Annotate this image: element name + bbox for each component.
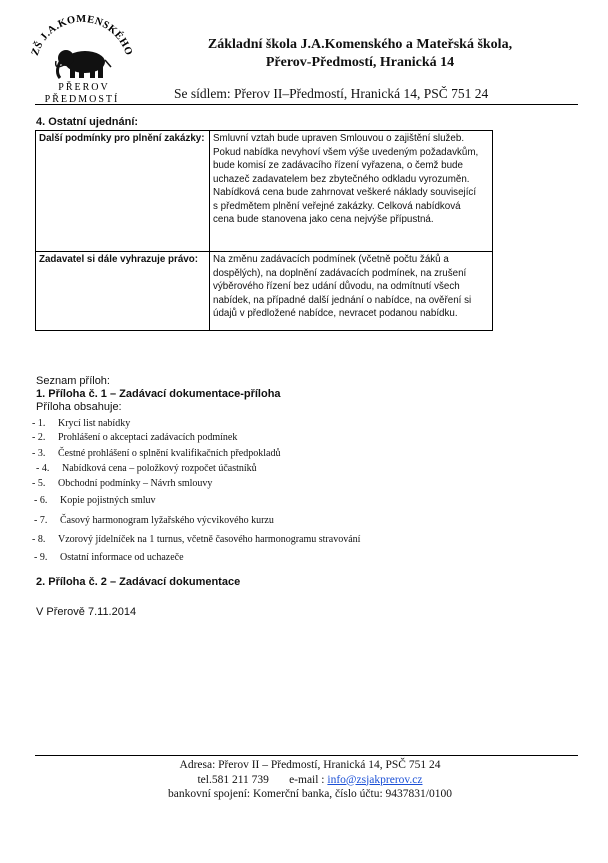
row-text: [210, 252, 493, 331]
mammoth-icon: [56, 50, 111, 78]
item-number: - 2.: [32, 432, 46, 443]
item-text: Obchodní podmínky – Návrh smlouvy: [58, 478, 213, 489]
list-item: [32, 418, 130, 429]
row-label: Další podmínky pro plnění zakázky:: [36, 131, 210, 252]
text-line: uchazeč zadavatelem bez zbytečného odkladu vyrozuměn.: [213, 173, 470, 185]
item-number: - 5.: [32, 478, 46, 489]
item-text: Prohlášení o akceptaci zadávacích podmínek: [58, 432, 238, 443]
footer: [100, 758, 520, 802]
table-row: [36, 131, 493, 252]
text-line: Smluvní vztah bude upraven Smlouvou o zajištění služeb.: [213, 133, 465, 144]
footer-email-label: e-mail :: [289, 773, 325, 786]
text-line: Pokud nabídka nevyhoví všem výše uvedeným požadavkům,: [213, 146, 479, 158]
item-text: Krycí list nabídky: [58, 418, 131, 429]
list-item: [32, 534, 360, 545]
text-line: Nabídková cena bude zahrnovat veškeré náklady související: [213, 187, 477, 198]
list-item: [32, 432, 237, 443]
logo-line2: PŘEDMOSTÍ: [44, 94, 120, 104]
text-line: cena bude stanovena jako cena nejvýše přípustná.: [213, 214, 434, 225]
text-line: údajů v předložené nabídce, nevracet podanou nabídku.: [213, 308, 458, 319]
school-name-line1: Základní škola J.A.Komenského a Mateřská škola,: [207, 37, 513, 52]
attachments-header: [36, 375, 281, 414]
item-text: Čestné prohlášení o splnění kvalifikačních předpokladů: [58, 448, 281, 459]
text-line: nabídek, na případné další jednání o nabídce, na ověření si: [213, 294, 472, 306]
attachment-2-title: 2. Příloha č. 2 – Zadávací dokumentace: [36, 576, 241, 588]
attachment-contains: Příloha obsahuje:: [36, 401, 122, 413]
list-item: [34, 515, 274, 526]
school-name: [160, 36, 560, 72]
header-divider: [35, 104, 578, 105]
row-text: [210, 131, 493, 252]
footer-divider: [35, 755, 578, 756]
item-number: - 7.: [34, 515, 48, 526]
list-item: [32, 478, 212, 489]
footer-contact: [100, 773, 520, 788]
item-number: - 9.: [34, 552, 48, 563]
place-date: V Přerově 7.11.2014: [36, 606, 137, 618]
item-number: - 3.: [32, 448, 46, 459]
item-text: Kopie pojistných smluv: [60, 495, 156, 506]
attachments-heading: Seznam příloh:: [36, 375, 110, 387]
item-number: - 8.: [32, 534, 46, 545]
list-item: [36, 463, 257, 474]
item-number: - 4.: [36, 463, 50, 474]
text-line: bude komisí ze zadávacího řízení vyřazena, o čemž bude: [213, 160, 463, 171]
section-title: 4. Ostatní ujednání:: [36, 116, 139, 128]
conditions-table: [35, 130, 493, 331]
footer-bank: bankovní spojení: Komerční banka, číslo účtu: 9437831/0100: [168, 788, 452, 800]
text-line: Na změnu zadávacích podmínek (včetně počtu žáků a: [213, 254, 449, 265]
footer-email-link[interactable]: info@zsjakprerov.cz: [327, 773, 423, 786]
item-text: Nabídková cena – položkový rozpočet účastníků: [62, 463, 257, 474]
logo-line1: PŘEROV: [58, 82, 110, 93]
item-text: Ostatní informace od uchazeče: [60, 552, 184, 563]
school-name-line2: Přerov-Předmostí, Hranická 14: [265, 55, 455, 70]
item-text: Časový harmonogram lyžařského výcvikového kurzu: [60, 515, 274, 526]
footer-tel: tel.581 211 739: [197, 773, 269, 786]
item-number: - 6.: [34, 495, 48, 506]
list-item: [34, 552, 184, 563]
school-seat: Se sídlem: Přerov II–Předmostí, Hranická 14, PSČ 751 24: [174, 86, 489, 101]
text-line: dospělých), na doplnění zadávacích podmínek, na zrušení: [213, 267, 467, 279]
list-item: [34, 495, 156, 506]
text-line: s předmětem plnění veřejné zakázky. Celková nabídková: [213, 200, 461, 212]
attachment-1-title: 1. Příloha č. 1 – Zadávací dokumentace-příloha: [36, 388, 281, 400]
logo-arc-text: ZŠ J.A.KOMENSKÉHO: [29, 13, 135, 58]
item-text: Vzorový jídelníček na 1 turnus, včetně časového harmonogramu stravování: [58, 534, 361, 545]
text-line: výběrového řízení bez udání důvodu, na odmítnutí všech: [213, 281, 460, 292]
footer-address: Adresa: Přerov II – Předmostí, Hranická 14, PSČ 751 24: [179, 759, 441, 771]
row-label: Zadavatel si dále vyhrazuje právo:: [36, 252, 210, 331]
item-number: - 1.: [32, 418, 46, 429]
table-row: [36, 252, 493, 331]
svg-text:ZŠ J.A.KOMENSKÉHO: [30, 14, 134, 57]
school-logo: [22, 12, 142, 104]
list-item: [32, 448, 280, 459]
